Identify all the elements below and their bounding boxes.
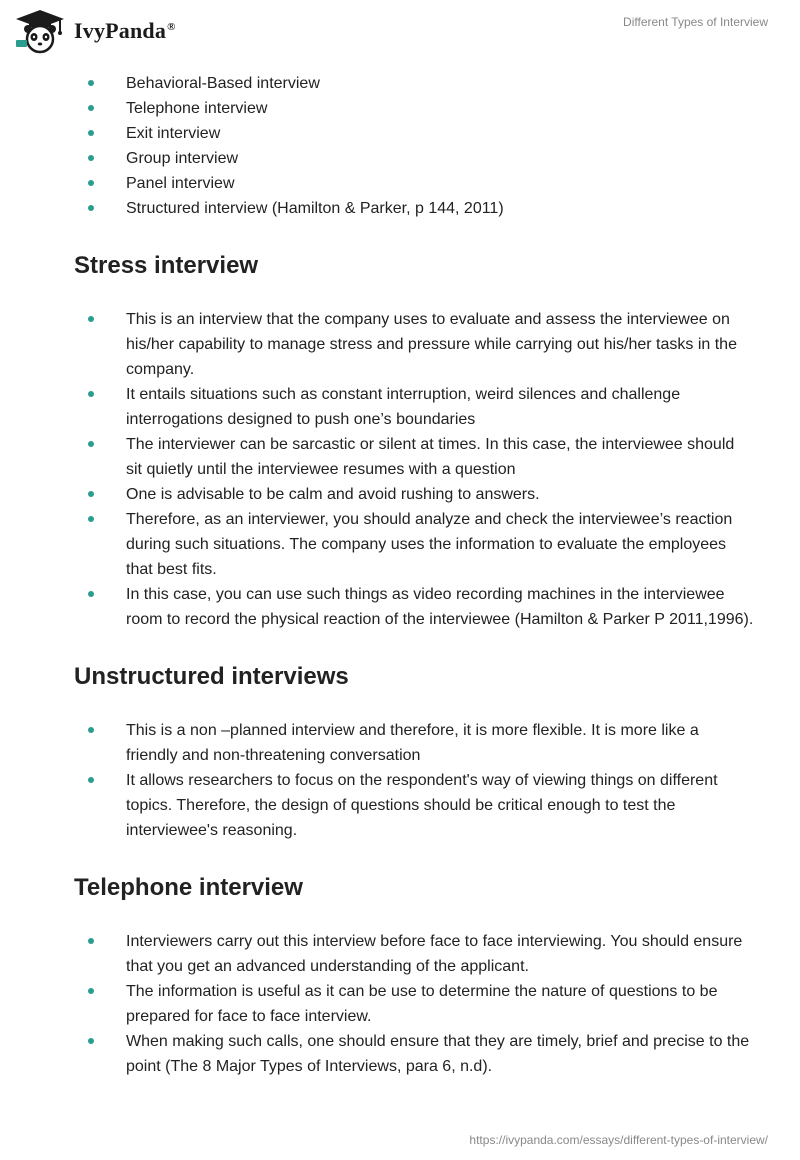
list-item: Telephone interview — [74, 96, 754, 121]
essay-content — [74, 71, 754, 1079]
list-item: Interviewers carry out this interview before face to face interviewing. You should ensure that you get an advanced understanding of the applicant. — [74, 929, 754, 979]
page-header — [0, 0, 800, 60]
bullet-icon — [88, 441, 94, 447]
bullet-icon — [88, 180, 94, 186]
interview-types-list — [74, 71, 754, 221]
section-heading-unstructured-interviews: Unstructured interviews — [74, 663, 349, 690]
list-item: In this case, you can use such things as video recording machines in the interviewee room to record the physical reaction of the interviewee (Hamilton & Parker P 2011,1996). — [74, 582, 754, 632]
bullet-icon — [88, 777, 94, 783]
brand-logo[interactable] — [14, 8, 176, 54]
bullet-icon — [88, 727, 94, 733]
bullet-icon — [88, 938, 94, 944]
list-item: Structured interview (Hamilton & Parker, p 144, 2011) — [74, 196, 754, 221]
bullet-icon — [88, 491, 94, 497]
bullet-icon — [88, 1038, 94, 1044]
source-url[interactable]: https://ivypanda.com/essays/different-types-of-interview/ — [469, 1133, 768, 1147]
list-item: Behavioral-Based interview — [74, 71, 754, 96]
stress-interview-list — [74, 307, 754, 632]
bullet-icon — [88, 316, 94, 322]
bullet-icon — [88, 130, 94, 136]
list-item: It allows researchers to focus on the respondent's way of viewing things on different topics. Therefore, the design of questions should be critical enough to test the interviewee's reasoning. — [74, 768, 754, 843]
list-item: The information is useful as it can be use to determine the nature of questions to be prepared for face to face interview. — [74, 979, 754, 1029]
list-item: Therefore, as an interviewer, you should analyze and check the interviewee’s reaction during such situations. The company uses the information to evaluate the employees that best fits. — [74, 507, 754, 582]
list-item: This is an interview that the company uses to evaluate and assess the interviewee on his/her capability to manage stress and pressure while carrying out his/her tasks in the company. — [74, 307, 754, 382]
list-item: It entails situations such as constant interruption, weird silences and challenge interrogations designed to push one’s boundaries — [74, 382, 754, 432]
list-item: The interviewer can be sarcastic or silent at times. In this case, the interviewee should sit quietly until the interviewee resumes with a question — [74, 432, 754, 482]
bullet-icon — [88, 988, 94, 994]
bullet-icon — [88, 516, 94, 522]
list-item: This is a non –planned interview and therefore, it is more flexible. It is more like a friendly and non-threatening conversation — [74, 718, 754, 768]
bullet-icon — [88, 391, 94, 397]
list-item: Exit interview — [74, 121, 754, 146]
bullet-icon — [88, 205, 94, 211]
section-heading-stress-interview: Stress interview — [74, 252, 259, 279]
bullet-icon — [88, 80, 94, 86]
bullet-icon — [88, 155, 94, 161]
bullet-icon — [88, 591, 94, 597]
unstructured-interviews-list — [74, 718, 754, 843]
telephone-interview-list — [74, 929, 754, 1079]
bullet-icon — [88, 105, 94, 111]
list-item: Panel interview — [74, 171, 754, 196]
list-item: Group interview — [74, 146, 754, 171]
brand-name: IvyPanda® — [74, 18, 176, 43]
document-title: Different Types of Interview — [623, 15, 768, 29]
panda-graduate-icon — [14, 8, 66, 54]
list-item: One is advisable to be calm and avoid rushing to answers. — [74, 482, 754, 507]
section-heading-telephone-interview: Telephone interview — [74, 874, 303, 901]
list-item: When making such calls, one should ensure that they are timely, brief and precise to the point (The 8 Major Types of Interviews, para 6, n.d). — [74, 1029, 754, 1079]
